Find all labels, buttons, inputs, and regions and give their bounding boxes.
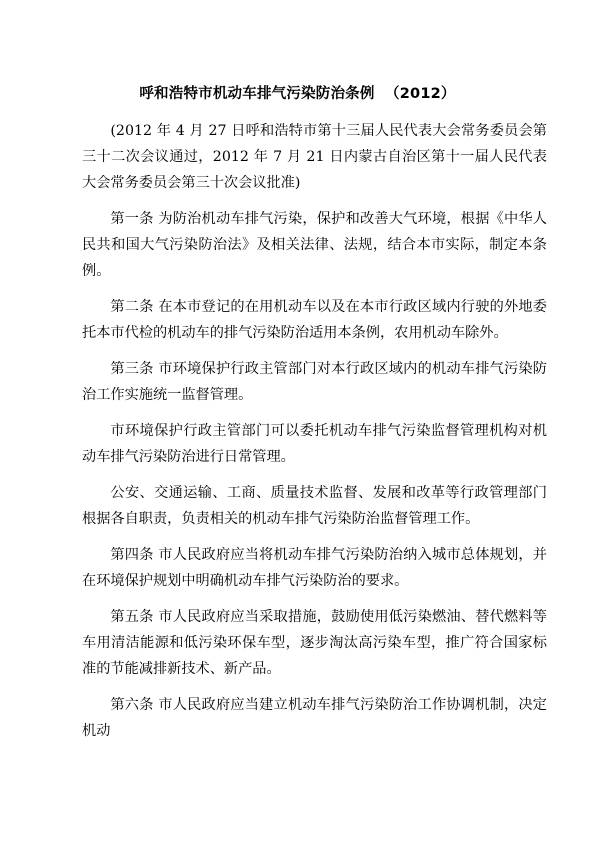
article-6: 第六条 市人民政府应当建立机动车排气污染防治工作协调机制，决定机动 (82, 697, 547, 739)
document-title: 呼和浩特市机动车排气污染防治条例 （2012） (139, 86, 456, 102)
approval-note: (2012 年 4 月 27 日呼和浩特市第十三届人民代表大会常务委员会第三十二次会议通过，2012 年 7 月 21 日内蒙古自治区第十一届人民代表大会常务委员会第三十次会议批准) (82, 123, 547, 191)
article-3: 第三条 市环境保护行政主管部门对本行政区域内的机动车排气污染防治工作实施统一监督管理。 (82, 361, 547, 403)
article-4: 第四条 市人民政府应当将机动车排气污染防治纳入城市总体规划，并在环境保护规划中明确机动车排气污染防治的要求。 (82, 547, 547, 589)
article-5: 第五条 市人民政府应当采取措施，鼓励使用低污染燃油、替代燃料等车用清洁能源和低污染环保车型，逐步淘汰高污染车型，推广符合国家标准的节能减排新技术、新产品。 (82, 609, 547, 677)
article-2: 第二条 在本市登记的在用机动车以及在本市行政区域内行驶的外地委托本市代检的机动车的排气污染防治适用本条例，农用机动车除外。 (82, 299, 547, 341)
article-3-paragraph-3: 公安、交通运输、工商、质量技术监督、发展和改革等行政管理部门根据各自职责，负责相关的机动车排气污染防治监督管理工作。 (82, 485, 547, 527)
document-body (82, 118, 547, 754)
article-1: 第一条 为防治机动车排气污染，保护和改善大气环境，根据《中华人民共和国大气污染防治法》及相关法律、法规，结合本市实际，制定本条例。 (82, 211, 547, 279)
article-3-paragraph-2: 市环境保护行政主管部门可以委托机动车排气污染监督管理机构对机动车排气污染防治进行日常管理。 (82, 423, 547, 465)
